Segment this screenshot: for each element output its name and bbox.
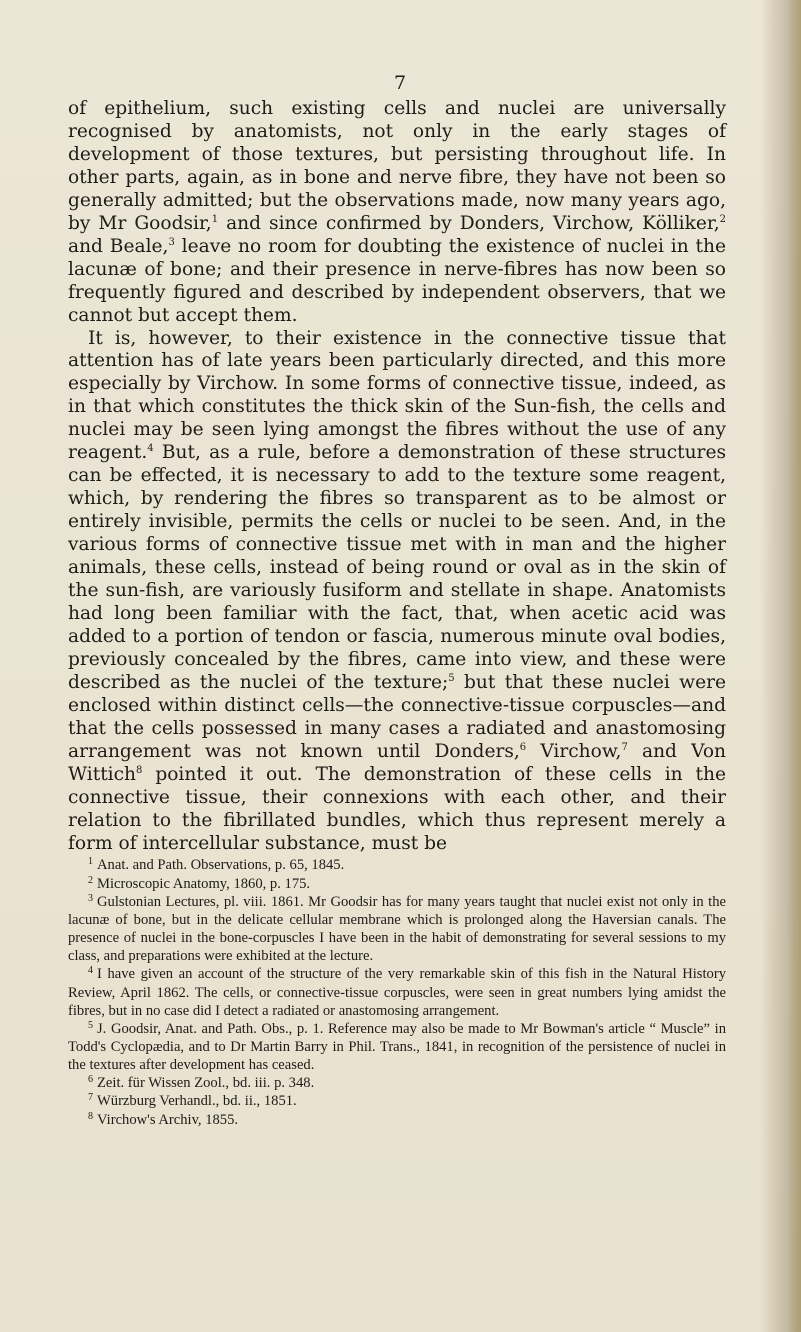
text-run: and Beale, xyxy=(68,235,169,257)
footnote-ref-1[interactable]: 1 xyxy=(211,213,219,225)
text-run: and Von Wittich xyxy=(68,740,726,785)
text-run: Virchow, xyxy=(526,740,622,762)
footnote-number: 8 xyxy=(88,1110,93,1122)
footnote-5 xyxy=(68,1020,726,1074)
footnote-ref-6[interactable]: 6 xyxy=(519,741,527,753)
footnote-number: 4 xyxy=(88,965,93,977)
footnote-ref-5[interactable]: 5 xyxy=(448,672,455,684)
footnote-ref-8[interactable]: 8 xyxy=(136,764,143,776)
text-run: pointed it out. The demonstration of these cells in the connective tissue, their connexions with each other, and their relation to the fibrillated bundles, which thus represent merely a form of intercellular substance, must be xyxy=(68,763,726,854)
footnote-7 xyxy=(68,1092,726,1110)
text-run: and since confirmed by Donders, Virchow, Kölliker, xyxy=(218,212,720,234)
footnote-number: 3 xyxy=(88,892,93,904)
body-text xyxy=(68,98,726,855)
text-run: leave no room for doubting the existence of nuclei in the lacunæ of bone; and their presence in nerve-fibres has now been so frequently figured and described by independent observers, that we cannot but accept them. xyxy=(68,235,726,326)
footnote-8 xyxy=(68,1111,726,1129)
paragraph-p2 xyxy=(68,328,726,856)
footnote-4 xyxy=(68,965,726,1019)
footnote-ref-2[interactable]: 2 xyxy=(719,213,727,225)
footnote-text: Würzburg Verhandl., bd. ii., 1851. xyxy=(97,1093,297,1110)
text-run: But, as a rule, before a demonstration of these structures can be effected, it is necessary to add to the texture some reagent, which, by rendering the fibres so transparent as to be almost or entirely invisible, permits the cells or nuclei to be seen. And, in the various forms of connective tissue met with in man and the higher animals, these cells, instead of being round or oval as in the skin of the sun-fish, are variously fusiform and stellate in shape. Anatomists had long been familiar with the fact, that, when acetic acid was added to a portion of tendon or fascia, numerous minute oval bodies, previously concealed by the fibres, came into view, and these were described as the nuclei of the texture; xyxy=(68,442,726,693)
text-run: but that these nuclei were enclosed within distinct cells—the connective-tissue corpuscles—and that the cells possessed in many cases a radiated and anastomosing arrangement was not known until Donders, xyxy=(68,671,726,762)
footnote-number: 5 xyxy=(88,1019,93,1031)
footnote-text: I have given an account of the structure of the very remarkable skin of this fish in the Natural History Review, April 1862. The cells, or connective-tissue corpuscles, were seen in great numbers lying amidst the fibres, but in no case did I detect a radiated or anastomosing arrangement. xyxy=(68,966,726,1019)
footnote-text: Zeit. für Wissen Zool., bd. iii. p. 348. xyxy=(97,1075,315,1092)
footnotes xyxy=(68,856,726,1128)
footnote-text: Microscopic Anatomy, 1860, p. 175. xyxy=(97,875,311,892)
page-number: 7 xyxy=(393,72,408,94)
text-run: It is, however, to their existence in the connective tissue that attention has of late years been particularly directed, and this more especially by Virchow. In some forms of connective tissue, indeed, as in that which constitutes the thick skin of the Sun-fish, the cells and nuclei may be seen lying amongst the fibres without the use of any reagent. xyxy=(68,327,726,464)
footnote-ref-3[interactable]: 3 xyxy=(168,236,175,248)
footnote-number: 2 xyxy=(88,874,93,886)
footnote-ref-7[interactable]: 7 xyxy=(621,741,628,753)
footnote-number: 7 xyxy=(88,1092,93,1104)
footnote-ref-4[interactable]: 4 xyxy=(147,443,154,455)
footnote-number: 1 xyxy=(88,856,93,868)
footnote-1 xyxy=(68,856,726,874)
text-run: of epithelium, such existing cells and nuclei are universally recognised by anatomists, not only in the early stages of development of those textures, but persisting throughout life. In other parts, again, as in bone and nerve fibre, they have not been so generally admitted; but the observations made, now many years ago, by Mr Goodsir, xyxy=(68,98,726,234)
footnote-text: J. Goodsir, Anat. and Path. Obs., p. 1. Reference may also be made to Mr Bowman's article “ Muscle” in Todd's Cyclopædia, and to Dr Martin Barry in Phil. Trans., 1841, in recognition of the persistence of nuclei in the textures after development has ceased. xyxy=(68,1020,726,1074)
paragraph-p1 xyxy=(68,98,726,328)
footnote-6 xyxy=(68,1074,726,1092)
footnote-text: Gulstonian Lectures, pl. viii. 1861. Mr Goodsir has for many years taught that nuclei exist not only in the lacunæ of bone, but in the delicate cellular membrane which is prolonged along the Haversian canals. The presence of nuclei in the bone-corpuscles I have been in the habit of demonstrating for several sessions to my class, and preparations were exhibited at the lecture. xyxy=(68,893,726,965)
footnote-number: 6 xyxy=(88,1074,93,1086)
text-block xyxy=(68,98,726,1129)
footnote-text: Anat. and Path. Observations, p. 65, 1845. xyxy=(97,857,345,874)
footnote-text: Virchow's Archiv, 1855. xyxy=(97,1111,239,1128)
footnote-3 xyxy=(68,893,726,966)
footnote-2 xyxy=(68,875,726,893)
page-edge-shadow xyxy=(787,0,801,1332)
